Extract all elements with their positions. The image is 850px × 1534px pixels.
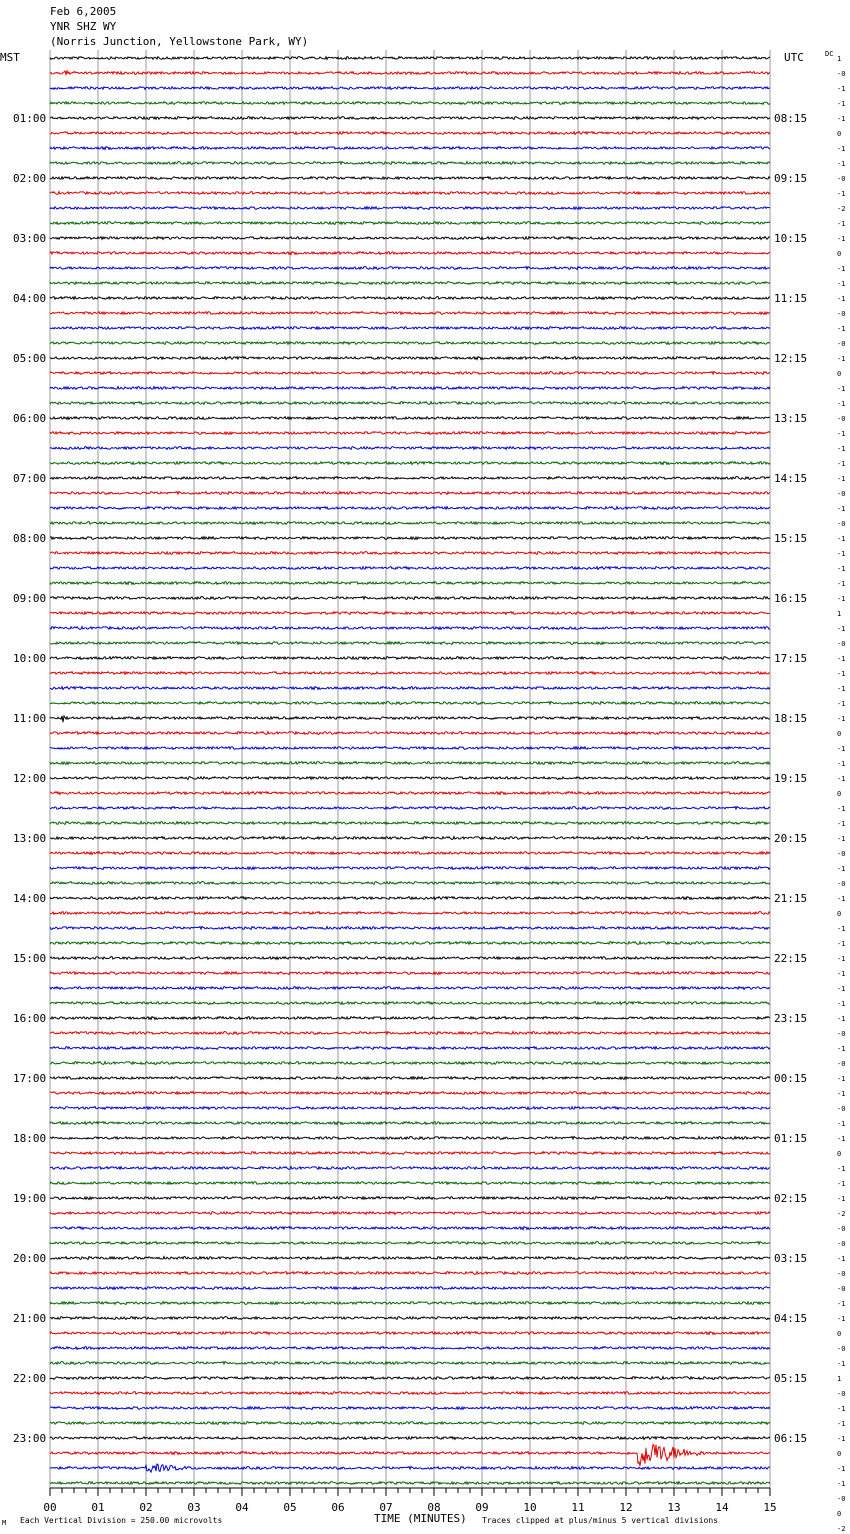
trace-line <box>50 1032 770 1035</box>
dc-offset-value: 1 <box>837 55 842 63</box>
trace-line <box>50 462 770 465</box>
trace-line <box>50 57 770 60</box>
dc-offset-value: -0 <box>837 1285 846 1293</box>
trace-line <box>50 777 770 780</box>
trace-line <box>50 477 770 480</box>
dc-offset-value: -0 <box>837 490 846 498</box>
right-hour-label: 14:15 <box>774 472 808 485</box>
trace-line <box>50 1062 770 1065</box>
dc-offset-value: -0 <box>837 1105 846 1113</box>
dc-offset-value: 0 <box>837 370 842 378</box>
dc-offset-value: -1 <box>837 865 846 873</box>
left-hour-label: 01:00 <box>13 112 47 125</box>
left-hour-label: 07:00 <box>13 472 47 485</box>
dc-offset-value: -1 <box>837 745 846 753</box>
trace-line <box>50 987 770 990</box>
right-hour-label: 13:15 <box>774 412 808 425</box>
trace-line <box>50 582 770 585</box>
dc-offset-value: -1 <box>837 970 846 978</box>
left-timezone-label: MST <box>0 51 20 64</box>
right-hour-label: 01:15 <box>774 1132 808 1145</box>
header-station: YNR SHZ WY <box>50 20 117 33</box>
dc-offset-value: -1 <box>837 1075 846 1083</box>
trace-line <box>50 447 770 450</box>
trace-line <box>50 807 770 810</box>
trace-line <box>50 1272 770 1275</box>
left-hour-label: 18:00 <box>13 1132 47 1145</box>
right-hour-label: 04:15 <box>774 1312 808 1325</box>
trace-line <box>50 1392 770 1395</box>
dc-offset-value: -1 <box>837 685 846 693</box>
x-tick-label: 10 <box>523 1501 537 1514</box>
dc-offset-value: -0 <box>837 175 846 183</box>
dc-offset-value: -1 <box>837 1420 846 1428</box>
dc-offset-value: -1 <box>837 475 846 483</box>
left-hour-label: 16:00 <box>13 1012 47 1025</box>
dc-offset-value: -1 <box>837 115 846 123</box>
trace-line <box>50 1422 770 1425</box>
trace-line <box>50 267 770 270</box>
x-tick-label: 11 <box>571 1501 585 1514</box>
right-hour-label: 10:15 <box>774 232 808 245</box>
trace-line <box>50 372 770 375</box>
trace-line <box>50 927 770 930</box>
dc-offset-value: -1 <box>837 985 846 993</box>
right-timezone-label: UTC <box>784 51 804 64</box>
trace-line <box>50 957 770 960</box>
dc-offset-value: 0 <box>837 790 842 798</box>
right-hour-label: 23:15 <box>774 1012 808 1025</box>
dc-offset-value: -1 <box>837 670 846 678</box>
trace-line <box>50 642 770 645</box>
right-hour-label: 21:15 <box>774 892 808 905</box>
left-hour-label: 20:00 <box>13 1252 47 1265</box>
dc-offset-value: -1 <box>837 835 846 843</box>
trace-line <box>50 942 770 945</box>
dc-offset-value: -1 <box>837 400 846 408</box>
trace-line <box>50 402 770 405</box>
time-axis <box>43 1488 776 1514</box>
trace-line <box>50 102 770 105</box>
x-tick-label: 05 <box>283 1501 297 1514</box>
right-hour-label: 16:15 <box>774 592 808 605</box>
dc-offset-value: -1 <box>837 820 846 828</box>
dc-offset-value: -0 <box>837 1345 846 1353</box>
dc-offset-value: -1 <box>837 535 846 543</box>
trace-line <box>50 312 770 315</box>
trace-line <box>50 177 770 180</box>
dc-offset-labels <box>837 55 845 1534</box>
dc-offset-value: -1 <box>837 1435 846 1443</box>
dc-offset-value: 0 <box>837 1330 842 1338</box>
trace-line <box>50 716 770 722</box>
right-hour-label: 02:15 <box>774 1192 808 1205</box>
dc-offset-value: -1 <box>837 265 846 273</box>
dc-offset-value: -1 <box>837 1465 846 1473</box>
trace-line <box>50 702 770 705</box>
trace-line <box>50 882 770 885</box>
left-hour-label: 17:00 <box>13 1072 47 1085</box>
trace-line <box>50 1137 770 1140</box>
dc-offset-value: -0 <box>837 850 846 858</box>
trace-line <box>50 747 770 750</box>
dc-label: DC <box>825 50 834 58</box>
trace-line <box>50 1362 770 1365</box>
dc-offset-value: -1 <box>837 1195 846 1203</box>
right-hour-label: 19:15 <box>774 772 808 785</box>
left-hour-label: 14:00 <box>13 892 47 905</box>
trace-line <box>50 597 770 600</box>
trace-line <box>50 1302 770 1305</box>
dc-offset-value: -1 <box>837 1255 846 1263</box>
dc-offset-value: -1 <box>837 145 846 153</box>
dc-offset-value: -1 <box>837 100 846 108</box>
trace-line <box>50 1482 770 1485</box>
dc-offset-value: -1 <box>837 925 846 933</box>
trace-line <box>50 357 770 360</box>
trace-line <box>50 71 770 75</box>
trace-line <box>50 1407 770 1410</box>
trace-line <box>50 762 770 765</box>
dc-offset-value: -0 <box>837 1270 846 1278</box>
trace-line <box>50 1092 770 1095</box>
header-date: Feb 6,2005 <box>50 5 117 18</box>
left-hour-label: 08:00 <box>13 532 47 545</box>
dc-offset-value: -1 <box>837 1360 846 1368</box>
trace-line <box>50 237 770 240</box>
dc-offset-value: 1 <box>837 1375 842 1383</box>
trace-line <box>50 522 770 525</box>
dc-offset-value: 0 <box>837 1510 842 1518</box>
trace-line <box>50 1047 770 1050</box>
right-hour-label: 17:15 <box>774 652 808 665</box>
x-tick-label: 12 <box>619 1501 633 1514</box>
trace-line <box>50 507 770 510</box>
dc-offset-value: -1 <box>837 295 846 303</box>
trace-line <box>50 282 770 285</box>
dc-offset-value: -1 <box>837 1015 846 1023</box>
dc-offset-value: -1 <box>837 1165 846 1173</box>
right-hour-label: 22:15 <box>774 952 808 965</box>
dc-offset-value: -1 <box>837 1300 846 1308</box>
trace-line <box>50 1152 770 1155</box>
trace-line <box>50 192 770 195</box>
trace-line <box>50 627 770 630</box>
trace-line <box>50 1287 770 1290</box>
trace-line <box>50 492 770 495</box>
dc-offset-value: -1 <box>837 580 846 588</box>
right-hour-label: 03:15 <box>774 1252 808 1265</box>
left-hour-label: 05:00 <box>13 352 47 365</box>
dc-offset-value: -0 <box>837 1240 846 1248</box>
dc-offset-value: -1 <box>837 895 846 903</box>
trace-line <box>50 1122 770 1125</box>
trace-line <box>50 732 770 735</box>
dc-offset-value: -1 <box>837 505 846 513</box>
trace-line <box>50 252 770 255</box>
trace-line <box>50 342 770 345</box>
dc-offset-value: -1 <box>837 595 846 603</box>
dc-offset-value: -1 <box>837 805 846 813</box>
dc-offset-value: -1 <box>837 1120 846 1128</box>
x-tick-label: 08 <box>427 1501 441 1514</box>
dc-offset-value: -1 <box>837 85 846 93</box>
dc-offset-value: 0 <box>837 730 842 738</box>
right-hour-label: 06:15 <box>774 1432 808 1445</box>
dc-offset-value: -0 <box>837 310 846 318</box>
left-hour-label: 10:00 <box>13 652 47 665</box>
trace-line <box>50 1212 770 1215</box>
left-hour-label: 04:00 <box>13 292 47 305</box>
dc-offset-value: 0 <box>837 250 842 258</box>
trace-line <box>50 852 770 855</box>
trace-line <box>50 1257 770 1260</box>
dc-offset-value: -1 <box>837 445 846 453</box>
trace-line <box>50 567 770 570</box>
dc-offset-value: -0 <box>837 1225 846 1233</box>
dc-offset-value: -1 <box>837 550 846 558</box>
dc-offset-value: -1 <box>837 385 846 393</box>
trace-line <box>50 792 770 795</box>
trace-line <box>50 222 770 225</box>
dc-offset-value: -1 <box>837 700 846 708</box>
dc-offset-value: -0 <box>837 1495 846 1503</box>
trace-line <box>50 657 770 660</box>
trace-line <box>50 432 770 435</box>
dc-offset-value: -0 <box>837 640 846 648</box>
left-hour-label: 13:00 <box>13 832 47 845</box>
trace-line <box>50 1464 770 1472</box>
dc-offset-value: -1 <box>837 1090 846 1098</box>
dc-offset-value: -0 <box>837 1390 846 1398</box>
trace-line <box>50 612 770 615</box>
trace-line <box>50 1182 770 1185</box>
trace-line <box>50 117 770 120</box>
right-hour-label: 20:15 <box>774 832 808 845</box>
right-hour-label: 00:15 <box>774 1072 808 1085</box>
dc-offset-value: -1 <box>837 955 846 963</box>
trace-line <box>50 1077 770 1080</box>
right-hour-label: 18:15 <box>774 712 808 725</box>
x-tick-label: 15 <box>763 1501 777 1514</box>
dc-offset-value: -0 <box>837 880 846 888</box>
left-hour-label: 22:00 <box>13 1372 47 1385</box>
right-hour-label: 15:15 <box>774 532 808 545</box>
dc-offset-value: 0 <box>837 910 842 918</box>
dc-offset-value: -1 <box>837 775 846 783</box>
dc-offset-value: -0 <box>837 70 846 78</box>
trace-line <box>50 87 770 90</box>
trace-line <box>50 912 770 915</box>
left-hour-label: 15:00 <box>13 952 47 965</box>
x-tick-label: 00 <box>43 1501 57 1514</box>
trace-line <box>50 972 770 975</box>
trace-line <box>50 327 770 330</box>
trace-line <box>50 1167 770 1170</box>
dc-offset-value: -2 <box>837 205 846 213</box>
dc-offset-value: -2 <box>837 1210 846 1218</box>
dc-offset-value: -1 <box>837 1135 846 1143</box>
dc-offset-value: -1 <box>837 160 846 168</box>
trace-line <box>50 687 770 690</box>
trace-line <box>50 672 770 675</box>
seismic-traces <box>50 57 770 1485</box>
dc-offset-value: -1 <box>837 355 846 363</box>
header-location: (Norris Junction, Yellowstone Park, WY) <box>50 35 309 48</box>
trace-line <box>50 897 770 900</box>
dc-offset-value: -1 <box>837 625 846 633</box>
right-hour-label: 08:15 <box>774 112 808 125</box>
trace-line <box>50 1317 770 1320</box>
trace-line <box>50 1332 770 1335</box>
x-tick-label: 02 <box>139 1501 153 1514</box>
dc-offset-value: -1 <box>837 940 846 948</box>
dc-offset-value: -0 <box>837 1030 846 1038</box>
trace-line <box>50 387 770 390</box>
trace-line <box>50 1242 770 1245</box>
trace-line <box>50 297 770 300</box>
x-tick-label: 13 <box>667 1501 681 1514</box>
right-hour-label: 11:15 <box>774 292 808 305</box>
corner-mark: M <box>2 1519 7 1527</box>
dc-offset-value: 0 <box>837 1150 842 1158</box>
left-hour-label: 09:00 <box>13 592 47 605</box>
trace-line <box>50 1347 770 1350</box>
dc-offset-value: -0 <box>837 520 846 528</box>
dc-offset-value: -1 <box>837 325 846 333</box>
dc-offset-value: -1 <box>837 1000 846 1008</box>
trace-line <box>50 162 770 165</box>
left-hour-label: 19:00 <box>13 1192 47 1205</box>
trace-line <box>50 1197 770 1200</box>
dc-offset-value: -1 <box>837 1045 846 1053</box>
trace-line <box>50 537 770 540</box>
left-hour-label: 06:00 <box>13 412 47 425</box>
dc-offset-value: -1 <box>837 760 846 768</box>
left-hour-label: 12:00 <box>13 772 47 785</box>
dc-offset-value: -1 <box>837 280 846 288</box>
left-hour-label: 11:00 <box>13 712 47 725</box>
left-hour-label: 23:00 <box>13 1432 47 1445</box>
trace-line <box>50 147 770 150</box>
dc-offset-value: 1 <box>837 610 842 618</box>
x-tick-label: 06 <box>331 1501 345 1514</box>
scale-note: Each Vertical Division = 250.00 microvolts <box>20 1516 223 1525</box>
x-tick-label: 14 <box>715 1501 729 1514</box>
right-hour-label: 12:15 <box>774 352 808 365</box>
x-tick-label: 03 <box>187 1501 201 1514</box>
trace-line <box>50 837 770 840</box>
trace-line <box>50 1445 770 1466</box>
dc-offset-value: -0 <box>837 415 846 423</box>
left-hour-label: 02:00 <box>13 172 47 185</box>
trace-line <box>50 207 770 210</box>
dc-offset-value: 0 <box>837 1450 842 1458</box>
trace-line <box>50 552 770 555</box>
trace-line <box>50 1437 770 1440</box>
dc-offset-value: -1 <box>837 715 846 723</box>
trace-line <box>50 867 770 870</box>
trace-line <box>50 1107 770 1110</box>
dc-offset-value: -0 <box>837 340 846 348</box>
left-hour-label: 21:00 <box>13 1312 47 1325</box>
dc-offset-value: -1 <box>837 460 846 468</box>
right-hour-label: 05:15 <box>774 1372 808 1385</box>
x-tick-label: 01 <box>91 1501 105 1514</box>
right-hour-label: 09:15 <box>774 172 808 185</box>
dc-offset-value: -1 <box>837 1405 846 1413</box>
dc-offset-value: 0 <box>837 130 842 138</box>
trace-line <box>50 822 770 825</box>
dc-offset-value: -2 <box>837 1525 846 1533</box>
dc-offset-value: -1 <box>837 1180 846 1188</box>
trace-line <box>50 1377 770 1380</box>
dc-offset-value: -1 <box>837 1480 846 1488</box>
left-hour-label: 03:00 <box>13 232 47 245</box>
x-tick-label: 07 <box>379 1501 393 1514</box>
dc-offset-value: -1 <box>837 1315 846 1323</box>
trace-line <box>50 132 770 135</box>
dc-offset-value: -1 <box>837 430 846 438</box>
x-tick-label: 09 <box>475 1501 489 1514</box>
dc-offset-value: -1 <box>837 235 846 243</box>
dc-offset-value: -1 <box>837 220 846 228</box>
dc-offset-value: -1 <box>837 565 846 573</box>
x-tick-label: 04 <box>235 1501 249 1514</box>
x-axis-title: TIME (MINUTES) <box>374 1512 467 1525</box>
trace-line <box>50 1017 770 1020</box>
trace-line <box>50 1002 770 1005</box>
trace-line <box>50 417 770 420</box>
trace-line <box>50 1227 770 1230</box>
dc-offset-value: -1 <box>837 190 846 198</box>
clip-note: Traces clipped at plus/minus 5 vertical divisions <box>482 1516 719 1525</box>
dc-offset-value: -1 <box>837 655 846 663</box>
dc-offset-value: -0 <box>837 1060 846 1068</box>
